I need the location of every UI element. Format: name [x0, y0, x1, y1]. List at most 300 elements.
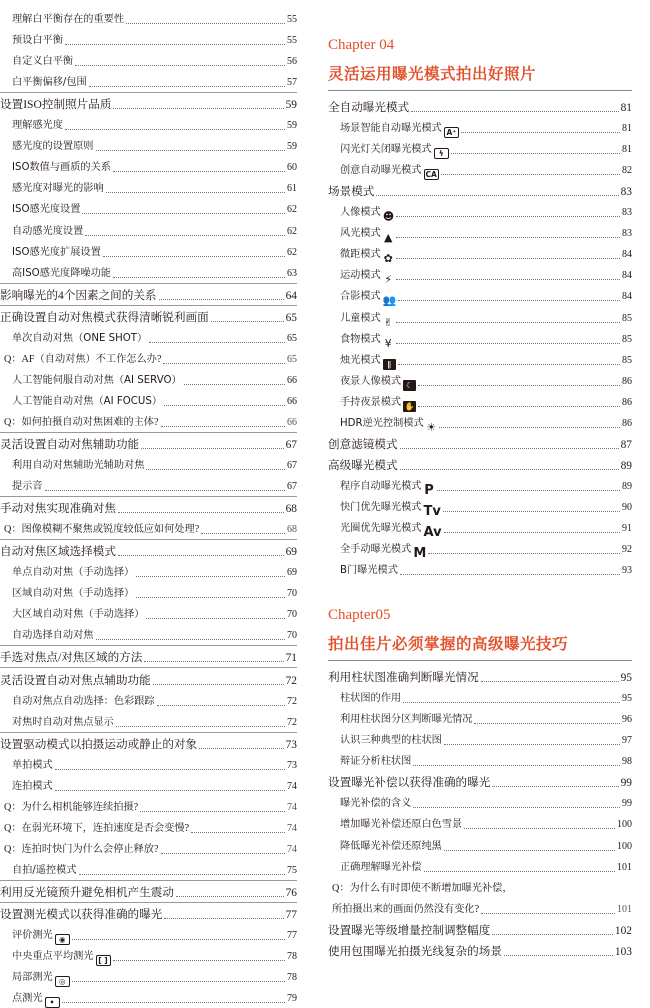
toc-leader-dots [55, 790, 285, 791]
toc-leader-dots [45, 490, 285, 491]
toc-subsection-entry[interactable] [340, 349, 632, 370]
toc-entry-title: 大区域自动对焦（手动选择） [12, 609, 145, 621]
toc-page-number: 83 [622, 228, 632, 240]
toc-page-number: 68 [285, 503, 297, 516]
toc-entry-title: B门曝光模式 [340, 565, 398, 577]
toc-entry-title: 使用包围曝光拍摄光线复杂的场景 [328, 944, 502, 958]
toc-leader-dots [163, 363, 285, 364]
toc-entry-title: 设置曝光等级增量控制调整幅度 [328, 923, 491, 937]
toc-subsection-entry[interactable] [12, 135, 297, 156]
toc-subsection-entry[interactable] [12, 114, 297, 135]
toc-entry-title: 利用柱状图准确判断曝光情况 [328, 671, 479, 685]
toc-page-number: 62 [287, 225, 297, 237]
toc-page-number: 61 [287, 183, 297, 195]
toc-subsection-entry[interactable] [12, 987, 297, 1008]
toc-subsection-entry[interactable] [340, 159, 632, 180]
toc-leader-dots [444, 850, 615, 851]
toc-leader-dots [481, 913, 615, 914]
toc-section-entry[interactable] [328, 180, 632, 201]
food-mode-icon: ¥ [384, 336, 392, 349]
toc-subsection-entry[interactable] [340, 328, 632, 349]
toc-entry-title: 自动对焦点自动选择：色彩跟踪 [12, 695, 155, 707]
toc-subsection-entry[interactable] [12, 603, 297, 624]
toc-page-number: 99 [622, 798, 632, 810]
toc-page-number: 101 [617, 861, 632, 873]
toc-leader-dots [437, 490, 621, 491]
chapter-05-title: 拍出佳片必须掌握的高级曝光技巧 [328, 635, 569, 654]
toc-entry-title: Q：如何拍摄自动对焦困难的主体? [4, 416, 159, 428]
toc-entry-title: 正确理解曝光补偿 [340, 861, 422, 873]
toc-entry-title: ISO感光度设置 [12, 204, 81, 216]
toc-entry-title: 正确设置自动对焦模式获得清晰锐利画面 [0, 310, 209, 324]
toc-subsection-entry[interactable] [340, 264, 632, 285]
toc-entry-title: 自定义白平衡 [12, 56, 74, 68]
toc-leader-dots [396, 216, 620, 217]
toc-subsection-entry[interactable] [12, 454, 297, 475]
toc-leader-dots [439, 427, 620, 428]
toc-section-entry[interactable] [328, 96, 632, 117]
toc-entry-title: 手动对焦实现准确对焦 [0, 502, 116, 516]
toc-page-number: 63 [287, 267, 297, 279]
toc-leader-dots [176, 896, 284, 897]
toc-leader-dots [191, 832, 285, 833]
toc-page-number: 65 [287, 332, 297, 344]
toc-leader-dots [504, 955, 613, 956]
toc-page-number: 81 [620, 102, 632, 115]
hdr-backlight-icon: ☀ [426, 420, 437, 433]
toc-leader-dots [164, 918, 283, 919]
toc-leader-dots [398, 364, 620, 365]
toc-leader-dots [96, 150, 286, 151]
toc-entry-title: 场景智能自动曝光模式 [340, 123, 442, 135]
toc-entry-title: 对焦时自动对焦点显示 [12, 716, 114, 728]
toc-subsection-entry[interactable] [340, 538, 632, 559]
toc-page-number: 90 [622, 501, 632, 513]
toc-qa-entry[interactable] [332, 898, 632, 919]
toc-entry-title: 运动模式 [340, 270, 381, 282]
toc-section-entry[interactable] [0, 645, 297, 667]
toc-leader-dots [428, 553, 620, 554]
toc-page-number: 74 [287, 801, 297, 813]
toc-entry-title: ISO感光度扩展设置 [12, 246, 101, 258]
toc-leader-dots [451, 153, 620, 154]
toc-entry-title: 烛光模式 [340, 354, 381, 366]
toc-entry-title: 自动选择自动对焦 [12, 630, 94, 642]
toc-leader-dots [424, 871, 616, 872]
toc-page-number: 86 [622, 417, 632, 429]
toc-subsection-entry[interactable] [340, 391, 632, 412]
toc-page-number: 77 [285, 909, 297, 922]
toc-subsection-entry[interactable] [340, 201, 632, 222]
toc-entry-title: 连拍模式 [12, 780, 53, 792]
toc-subsection-entry[interactable] [340, 285, 632, 306]
toc-subsection-entry[interactable] [12, 156, 297, 177]
toc-leader-dots [411, 111, 618, 112]
toc-page-number: 73 [287, 759, 297, 771]
toc-subsection-entry[interactable] [12, 859, 297, 880]
toc-page-number: 81 [622, 144, 632, 156]
toc-subsection-entry[interactable] [340, 117, 632, 138]
toc-section-entry[interactable] [0, 732, 297, 754]
toc-left-column [0, 8, 297, 1008]
toc-leader-dots [136, 576, 285, 577]
toc-leader-dots [474, 723, 620, 724]
toc-subsection-entry[interactable] [340, 138, 632, 159]
toc-subsection-entry[interactable] [12, 177, 297, 198]
toc-section-entry[interactable] [0, 305, 297, 327]
toc-subsection-entry[interactable] [340, 834, 632, 855]
toc-leader-dots [126, 23, 285, 24]
toc-page-number: 100 [617, 819, 632, 831]
toc-subsection-entry[interactable] [340, 708, 632, 729]
toc-page-number: 89 [620, 459, 632, 472]
toc-page-number: 57 [287, 77, 297, 89]
toc-subsection-entry[interactable] [340, 496, 632, 517]
toc-page-number: 74 [287, 843, 297, 855]
toc-entry-title: 灵活设置自动对焦点辅助功能 [0, 673, 151, 687]
macro-mode-icon: ✿ [383, 252, 393, 265]
toc-entry-title: 灵活设置自动对焦辅助功能 [0, 437, 140, 451]
toc-entry-title: 点测光 [12, 993, 43, 1005]
toc-entry-title: 场景模式 [328, 185, 375, 199]
toc-leader-dots [444, 532, 620, 533]
toc-leader-dots [413, 807, 620, 808]
toc-page-number: 83 [620, 186, 632, 199]
toc-entry-title: 自动感光度设置 [12, 225, 84, 237]
creative-auto-icon: CA [425, 170, 437, 180]
toc-subsection-entry[interactable] [340, 792, 632, 813]
toc-section-entry[interactable] [328, 940, 632, 961]
toc-subsection-entry[interactable] [12, 390, 297, 411]
toc-leader-dots [400, 574, 620, 575]
toc-entry-title: 微距模式 [340, 249, 381, 261]
toc-leader-dots [136, 597, 285, 598]
toc-page-number: 59 [285, 99, 297, 112]
toc-page-number: 74 [287, 822, 297, 834]
toc-subsection-entry[interactable] [12, 29, 297, 50]
toc-section-entry[interactable] [328, 454, 632, 475]
toc-section-entry[interactable] [0, 432, 297, 454]
toc-leader-dots [113, 277, 285, 278]
toc-entry-title: HDR逆光控制模式 [340, 417, 424, 429]
toc-leader-dots [103, 256, 285, 257]
evaluative-metering-icon: ◉ [55, 934, 70, 945]
toc-subsection-entry[interactable] [340, 856, 632, 877]
toc-page-number: 65 [287, 353, 297, 365]
toc-page-number: 83 [622, 207, 632, 219]
toc-leader-dots [118, 512, 284, 513]
toc-entry-title: 降低曝光补偿还原纯黑 [340, 840, 442, 852]
toc-leader-dots [62, 1002, 285, 1003]
portrait-mode-icon: ☻ [382, 210, 395, 223]
toc-page-number: 103 [614, 945, 632, 958]
toc-leader-dots [116, 726, 285, 727]
toc-subsection-entry[interactable] [340, 559, 632, 580]
toc-section-entry[interactable] [0, 667, 297, 689]
toc-qa-entry[interactable] [4, 518, 297, 539]
toc-subsection-entry[interactable] [12, 198, 297, 219]
toc-entry-title: Q：图像模糊不聚焦或锐度较低应如何处理? [4, 524, 200, 536]
toc-subsection-entry[interactable] [12, 582, 297, 603]
toc-entry-title: 提示音 [12, 481, 43, 493]
toc-leader-dots [144, 661, 283, 662]
manual-m-icon: M [413, 546, 427, 560]
toc-leader-dots [72, 981, 285, 982]
toc-page-number: 70 [287, 588, 297, 600]
toc-entry-title: 创意自动曝光模式 [340, 165, 422, 177]
handheld-night-scene-icon: ✋ [404, 401, 415, 411]
toc-page-number: 69 [287, 567, 297, 579]
toc-page-number: 72 [285, 674, 297, 687]
toc-subsection-entry[interactable] [12, 475, 297, 496]
toc-leader-dots [159, 299, 284, 300]
toc-page-number: 66 [287, 374, 297, 386]
toc-qa-entry[interactable] [4, 411, 297, 432]
toc-subsection-entry[interactable] [12, 924, 297, 945]
toc-page-number: 76 [285, 886, 297, 899]
toc-page-number: 60 [287, 162, 297, 174]
toc-subsection-entry[interactable] [340, 306, 632, 327]
night-portrait-mode-icon: ☾ [403, 380, 416, 391]
toc-section-entry[interactable] [0, 539, 297, 561]
toc-entry-title: Q：在弱光环境下，连拍速度是否会变慢? [4, 822, 190, 834]
toc-entry-title: 高级曝光模式 [328, 458, 398, 472]
toc-subsection-entry[interactable] [12, 561, 297, 582]
toc-leader-dots [82, 213, 285, 214]
toc-page-number: 74 [287, 780, 297, 792]
toc-leader-dots [65, 44, 285, 45]
toc-subsection-entry[interactable] [12, 241, 297, 262]
toc-page-number: 81 [622, 123, 632, 135]
toc-leader-dots [464, 828, 615, 829]
toc-page-number: 55 [287, 35, 297, 47]
toc-entry-title: 评价测光 [12, 930, 53, 942]
toc-entry-title: 感光度的设置原则 [12, 141, 94, 153]
toc-entry-title: Q：为什么相机能够连续拍摄? [4, 801, 139, 813]
toc-entry-title: Q：为什么有时即使不断增加曝光补偿， [332, 882, 513, 894]
toc-entry-title: 理解感光度 [12, 120, 63, 132]
toc-page-number: 72 [287, 695, 297, 707]
toc-subsection-entry[interactable] [340, 475, 632, 496]
toc-leader-dots [65, 129, 285, 130]
toc-page-number: 97 [622, 735, 632, 747]
toc-page-number: 64 [285, 289, 297, 302]
toc-entry-title: 柱状图的作用 [340, 693, 402, 705]
toc-entry-title: 利用自动对焦辅助光辅助对焦 [12, 460, 145, 472]
toc-qa-entry[interactable] [4, 838, 297, 859]
toc-page-number: 75 [287, 864, 297, 876]
toc-entry-title: 程序自动曝光模式 [340, 480, 422, 492]
toc-entry-title: 局部测光 [12, 972, 53, 984]
toc-leader-dots [164, 405, 285, 406]
toc-subsection-entry[interactable] [340, 517, 632, 538]
toc-entry-title: 区域自动对焦（手动选择） [12, 588, 135, 600]
toc-entry-title: 利用反光镜预升避免相机产生震动 [0, 885, 174, 899]
partial-metering-icon: ◎ [55, 976, 70, 987]
kids-mode-icon: ✌ [383, 315, 393, 328]
toc-subsection-entry[interactable] [12, 775, 297, 796]
toc-entry-title: 人工智能自动对焦（AI FOCUS） [12, 395, 163, 407]
toc-qa-entry[interactable] [332, 877, 632, 898]
toc-page-number: 70 [287, 609, 297, 621]
toc-entry-title: 感光度对曝光的影响 [12, 183, 104, 195]
toc-page-number: 101 [617, 903, 632, 915]
toc-section-entry[interactable] [0, 92, 297, 114]
toc-leader-dots [146, 618, 285, 619]
toc-subsection-entry[interactable] [12, 50, 297, 71]
toc-leader-dots [113, 171, 285, 172]
toc-subsection-entry[interactable] [340, 243, 632, 264]
toc-entry-title: 人像模式 [340, 207, 381, 219]
toc-subsection-entry[interactable] [12, 369, 297, 390]
toc-section-entry[interactable] [0, 283, 297, 305]
toc-subsection-entry[interactable] [12, 327, 297, 348]
toc-entry-title: 自拍/遥控模式 [12, 864, 77, 876]
flash-off-icon: ϟ [434, 148, 449, 159]
toc-subsection-entry[interactable] [12, 262, 297, 283]
toc-page-number: 93 [622, 565, 632, 577]
toc-qa-entry[interactable] [4, 796, 297, 817]
toc-leader-dots [96, 639, 286, 640]
toc-section-entry[interactable] [328, 919, 632, 940]
toc-section-entry[interactable] [0, 880, 297, 902]
toc-page-number: 68 [287, 524, 297, 536]
toc-leader-dots [146, 469, 285, 470]
toc-section-entry[interactable] [328, 771, 632, 792]
shutter-priority-tv-icon: Tv [423, 503, 441, 517]
toc-leader-dots [396, 237, 620, 238]
toc-entry-title: Q：连拍时快门为什么会停止释放? [4, 843, 159, 855]
toc-subsection-entry[interactable] [12, 219, 297, 240]
toc-leader-dots [418, 406, 620, 407]
toc-page-number: 84 [622, 270, 632, 282]
toc-subsection-entry[interactable] [340, 813, 632, 834]
toc-entry-title: 中央重点平均测光 [12, 951, 94, 963]
toc-entry-title: 全自动曝光模式 [328, 101, 410, 115]
toc-entry-title: 辩证分析柱状图 [340, 756, 412, 768]
toc-entry-title: 食物模式 [340, 333, 381, 345]
toc-subsection-entry[interactable] [340, 370, 632, 391]
toc-subsection-entry[interactable] [12, 8, 297, 29]
toc-leader-dots [400, 448, 619, 449]
toc-page-number: 100 [617, 840, 632, 852]
toc-leader-dots [443, 511, 620, 512]
toc-page-number: 67 [287, 481, 297, 493]
toc-section-entry[interactable] [0, 496, 297, 518]
toc-leader-dots [55, 769, 285, 770]
toc-entry-title: 手持夜景模式 [340, 396, 402, 408]
toc-page-number: 56 [287, 56, 297, 68]
toc-page-number: 78 [287, 972, 297, 984]
toc-leader-dots [400, 469, 619, 470]
toc-subsection-entry[interactable] [340, 750, 632, 771]
toc-leader-dots [113, 960, 286, 961]
toc-subsection-entry[interactable] [12, 71, 297, 92]
toc-entry-title: 预设白平衡 [12, 35, 63, 47]
toc-page-number: 102 [614, 924, 632, 937]
toc-qa-entry[interactable] [4, 348, 297, 369]
toc-leader-dots [113, 108, 283, 109]
toc-subsection-entry[interactable] [12, 966, 297, 987]
toc-entry-title: 理解白平衡存在的重要性 [12, 14, 125, 26]
toc-entry-title: 影响曝光的4个因素之间的关系 [0, 288, 157, 302]
toc-leader-dots [149, 342, 285, 343]
toc-entry-title: 自动对焦区域选择模式 [0, 545, 116, 559]
toc-entry-title: 手选对焦点/对焦区域的方法 [0, 651, 143, 665]
toc-page-number: 65 [285, 311, 297, 324]
toc-leader-dots [211, 321, 284, 322]
toc-page-number: 84 [622, 291, 632, 303]
toc-page-number: 99 [620, 777, 632, 790]
toc-leader-dots [403, 702, 620, 703]
toc-entry-title: 单点自动对焦（手动选择） [12, 567, 135, 579]
toc-subsection-entry[interactable] [12, 945, 297, 966]
center-weighted-metering-icon: [ ] [96, 955, 111, 966]
scene-intelligent-auto-icon: A⁺ [444, 127, 459, 138]
toc-page-number: 59 [287, 141, 297, 153]
toc-leader-dots [141, 448, 283, 449]
chapter-04-title: 灵活运用曝光模式拍出好照片 [328, 65, 537, 83]
toc-entry-title: 设置驱动模式以拍摄运动或静止的对象 [0, 737, 198, 751]
toc-subsection-entry[interactable] [12, 754, 297, 775]
toc-page-number: 96 [622, 714, 632, 726]
toc-leader-dots [118, 555, 284, 556]
toc-subsection-entry[interactable] [340, 222, 632, 243]
toc-subsection-entry[interactable] [12, 711, 297, 732]
toc-page-number: 95 [622, 693, 632, 705]
toc-leader-dots [161, 426, 285, 427]
toc-page-number: 85 [622, 312, 632, 324]
toc-entry-title: 人工智能伺服自动对焦（AI SERVO） [12, 374, 182, 386]
toc-leader-dots [492, 786, 618, 787]
toc-entry-title: 增加曝光补偿还原白色雪景 [340, 819, 463, 831]
toc-entry-title: 高ISO感光度降噪功能 [12, 267, 111, 279]
toc-entry-title: 夜景人像模式 [340, 375, 402, 387]
toc-page-number: 86 [622, 375, 632, 387]
toc-entry-title: 所拍摄出来的画面仍然没有变化? [332, 903, 480, 915]
group-photo-mode-icon: 👥 [382, 294, 397, 307]
toc-right-column [328, 8, 632, 961]
toc-subsection-entry[interactable] [12, 690, 297, 711]
toc-entry-title: 设置测光模式以获得准确的曝光 [0, 908, 163, 922]
toc-page-number: 77 [287, 930, 297, 942]
toc-subsection-entry[interactable] [340, 729, 632, 750]
spot-metering-icon: • [45, 997, 60, 1008]
program-p-icon: P [424, 482, 434, 496]
chapter-05-rule [328, 660, 632, 661]
toc-page-number: 67 [287, 460, 297, 472]
toc-page-number: 82 [622, 165, 632, 177]
toc-qa-entry[interactable] [4, 817, 297, 838]
toc-leader-dots [161, 853, 285, 854]
toc-entry-title: 风光模式 [340, 228, 381, 240]
toc-leader-dots [201, 533, 285, 534]
toc-section-entry[interactable] [328, 666, 632, 687]
toc-page-number: 84 [622, 249, 632, 261]
toc-leader-dots [153, 684, 284, 685]
toc-leader-dots [396, 343, 620, 344]
toc-subsection-entry[interactable] [340, 412, 632, 433]
toc-leader-dots [492, 934, 613, 935]
toc-subsection-entry[interactable] [340, 687, 632, 708]
toc-subsection-entry[interactable] [12, 624, 297, 645]
toc-section-entry[interactable] [0, 902, 297, 924]
chapter-04-toc [328, 96, 632, 580]
toc-leader-dots [376, 195, 618, 196]
toc-section-entry[interactable] [328, 433, 632, 454]
aperture-priority-av-icon: Av [423, 524, 442, 538]
toc-page-number: 70 [287, 630, 297, 642]
